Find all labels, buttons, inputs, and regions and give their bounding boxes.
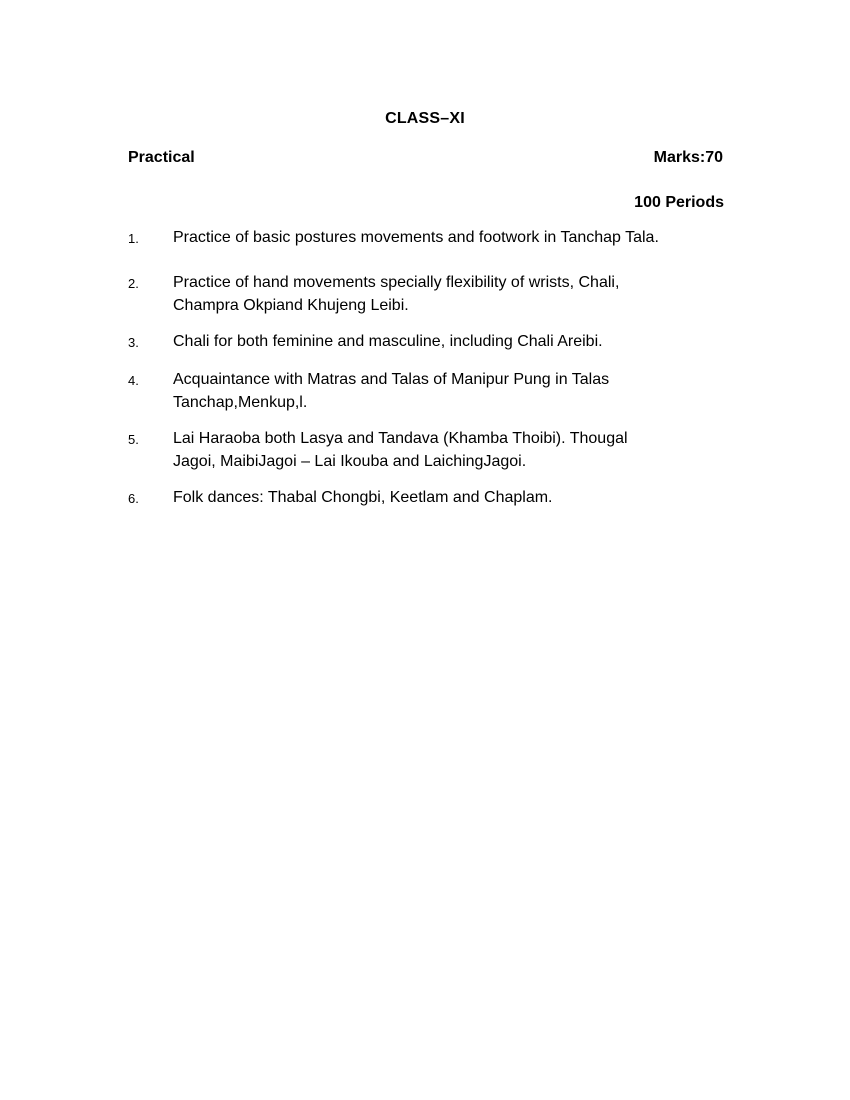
marks-label: Marks:70 bbox=[653, 149, 723, 166]
list-item-text: Chali for both feminine and masculine, including Chali Areibi. bbox=[173, 333, 603, 350]
list-item-number: 1. bbox=[128, 231, 139, 246]
list-item-text: Acquaintance with Matras and Talas of Manipur Pung in Talas Tanchap,Menkup,l. bbox=[173, 371, 610, 411]
list-item bbox=[128, 486, 728, 510]
section-header bbox=[128, 149, 723, 167]
list-item-text: Practice of basic postures movements and footwork in Tanchap Tala. bbox=[173, 229, 659, 246]
list-item-number: 4. bbox=[128, 373, 139, 388]
list-item bbox=[128, 330, 728, 354]
list-item-number: 3. bbox=[128, 335, 139, 350]
list-item-text: Practice of hand movements specially flexibility of wrists, Chali, Champra Okpiand Khujeng Leibi. bbox=[173, 274, 620, 314]
list-item-text: Folk dances: Thabal Chongbi, Keetlam and Chaplam. bbox=[173, 489, 553, 506]
list-item-number: 2. bbox=[128, 276, 139, 291]
section-label: Practical bbox=[128, 149, 195, 166]
list-item bbox=[128, 271, 728, 317]
list-item-number: 6. bbox=[128, 491, 139, 506]
list-item-number: 5. bbox=[128, 432, 139, 447]
list-item bbox=[128, 427, 728, 473]
list-item bbox=[128, 226, 728, 250]
page-title: CLASS–XI bbox=[385, 110, 465, 127]
list-item-text: Lai Haraoba both Lasya and Tandava (Khamba Thoibi). Thougal Jagoi, MaibiJagoi – Lai Ikouba and LaichingJagoi. bbox=[173, 430, 628, 470]
list-item bbox=[128, 368, 728, 414]
periods-label: 100 Periods bbox=[634, 194, 724, 211]
